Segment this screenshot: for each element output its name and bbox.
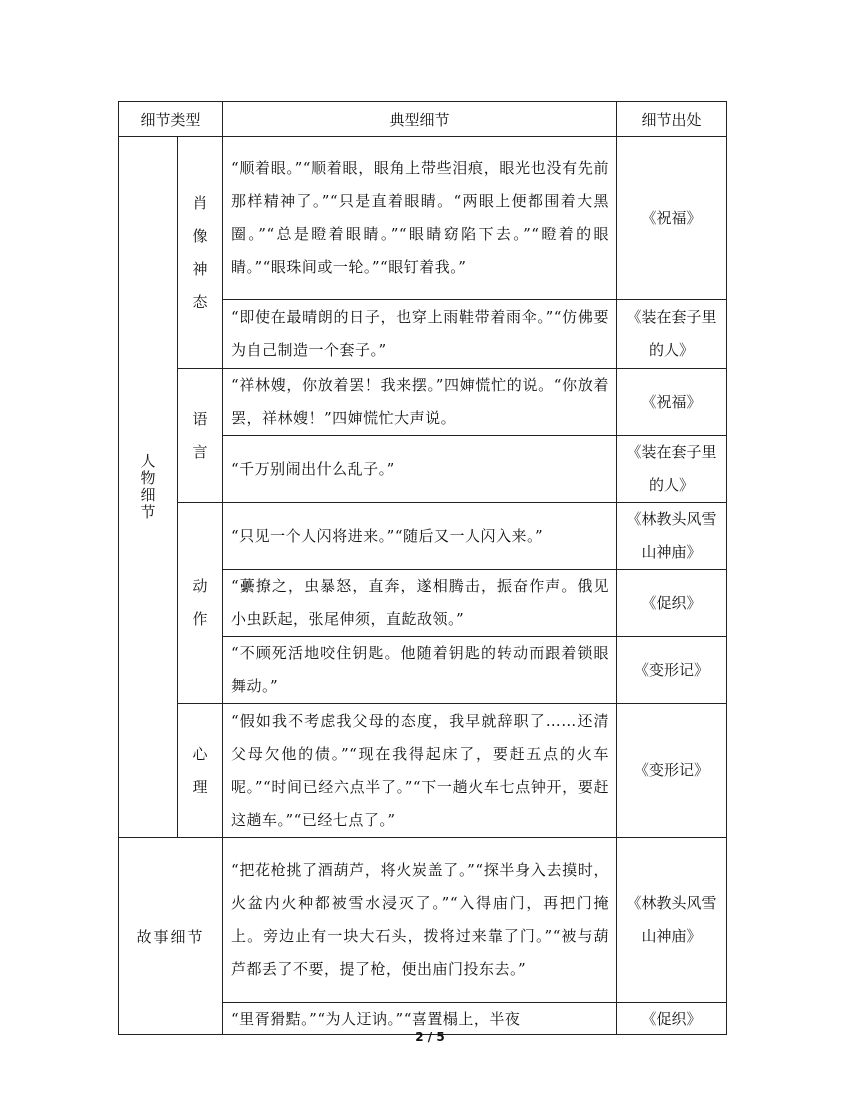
detail-cell: “把花枪挑了酒葫芦，将火炭盖了。”“探半身入去摸时，火盆内火种都被雪水浸灭了。”“入得庙门，再把门掩上。旁边止有一块大石头，拨将过来靠了门。”“被与葫芦都丢了不要，提了枪，便出庙门投东去。”	[223, 838, 617, 1003]
subcategory-speech	[178, 369, 223, 503]
subcategory-speech-label: 语言	[192, 409, 208, 461]
detail-cell: “里胥猾黠。”“为人迂讷。”“喜置榻上，半夜	[223, 1003, 617, 1035]
detail-cell: “假如我不考虑我父母的态度，我早就辞职了……还清父母欠他的债。”“现在我得起床了，要赶五点的火车呢。”“时间已经六点半了。”“下一趟火车七点钟开，要赶这趟车。”“已经七点了。”	[223, 704, 617, 838]
detail-table	[118, 101, 727, 1035]
subcategory-portrait	[178, 137, 223, 369]
table-row	[119, 137, 727, 300]
source-cell: 《变形记》	[617, 637, 727, 704]
table-row	[119, 369, 727, 436]
source-cell: 《装在套子里的人》	[617, 436, 727, 503]
subcategory-action	[178, 503, 223, 704]
source-cell: 《变形记》	[617, 704, 727, 838]
source-cell: 《祝福》	[617, 369, 727, 436]
source-cell: 《祝福》	[617, 137, 727, 300]
header-detail-type: 细节类型	[119, 102, 223, 137]
detail-cell: “千万别闹出什么乱子。”	[223, 436, 617, 503]
table-header-row	[119, 102, 727, 137]
page-number: 2 / 5	[415, 1030, 445, 1044]
subcategory-psychology-label: 心理	[192, 744, 208, 796]
table-row	[119, 704, 727, 838]
category-character-label: 人物细节	[140, 452, 156, 521]
source-cell: 《促织》	[617, 1003, 727, 1035]
subcategory-action-label: 动作	[192, 577, 208, 628]
detail-cell: “不顾死活地咬住钥匙。他随着钥匙的转动而跟着锁眼舞动。”	[223, 637, 617, 704]
table-row	[119, 838, 727, 1003]
detail-cell: “顺着眼。”“顺着眼，眼角上带些泪痕，眼光也没有先前那样精神了。”“只是直着眼睛。“两眼上便都围着大黑圈。”“总是瞪着眼睛。”“眼睛窈陷下去。”“瞪着的眼睛。”“眼珠间或一轮。”“眼钉着我。”	[223, 137, 617, 300]
detail-cell: “即使在最晴朗的日子，也穿上雨鞋带着雨伞。”“仿佛要为自己制造一个套子。”	[223, 300, 617, 369]
header-detail-source: 细节出处	[617, 102, 727, 137]
subcategory-psychology	[178, 704, 223, 838]
source-cell: 《林教头风雪山神庙》	[617, 503, 727, 570]
detail-cell: “祥林嫂，你放着罢！我来摆。”四婶慌忙的说。“你放着罢，祥林嫂！”四婶慌忙大声说。	[223, 369, 617, 436]
table-row	[119, 503, 727, 570]
category-character	[119, 137, 178, 838]
header-typical-detail: 典型细节	[223, 102, 617, 137]
source-cell: 《促织》	[617, 570, 727, 637]
detail-cell: “只见一个人闪将进来。”“随后又一人闪入来。”	[223, 503, 617, 570]
source-cell: 《装在套子里的人》	[617, 300, 727, 369]
category-story: 故事细节	[119, 838, 223, 1035]
subcategory-portrait-label: 肖像神态	[192, 193, 208, 311]
source-cell: 《林教头风雪山神庙》	[617, 838, 727, 1003]
detail-cell: “虆撩之，虫暴怒，直奔，遂相腾击，振奋作声。俄见小虫跃起，张尾伸须，直龁敌领。”	[223, 570, 617, 637]
